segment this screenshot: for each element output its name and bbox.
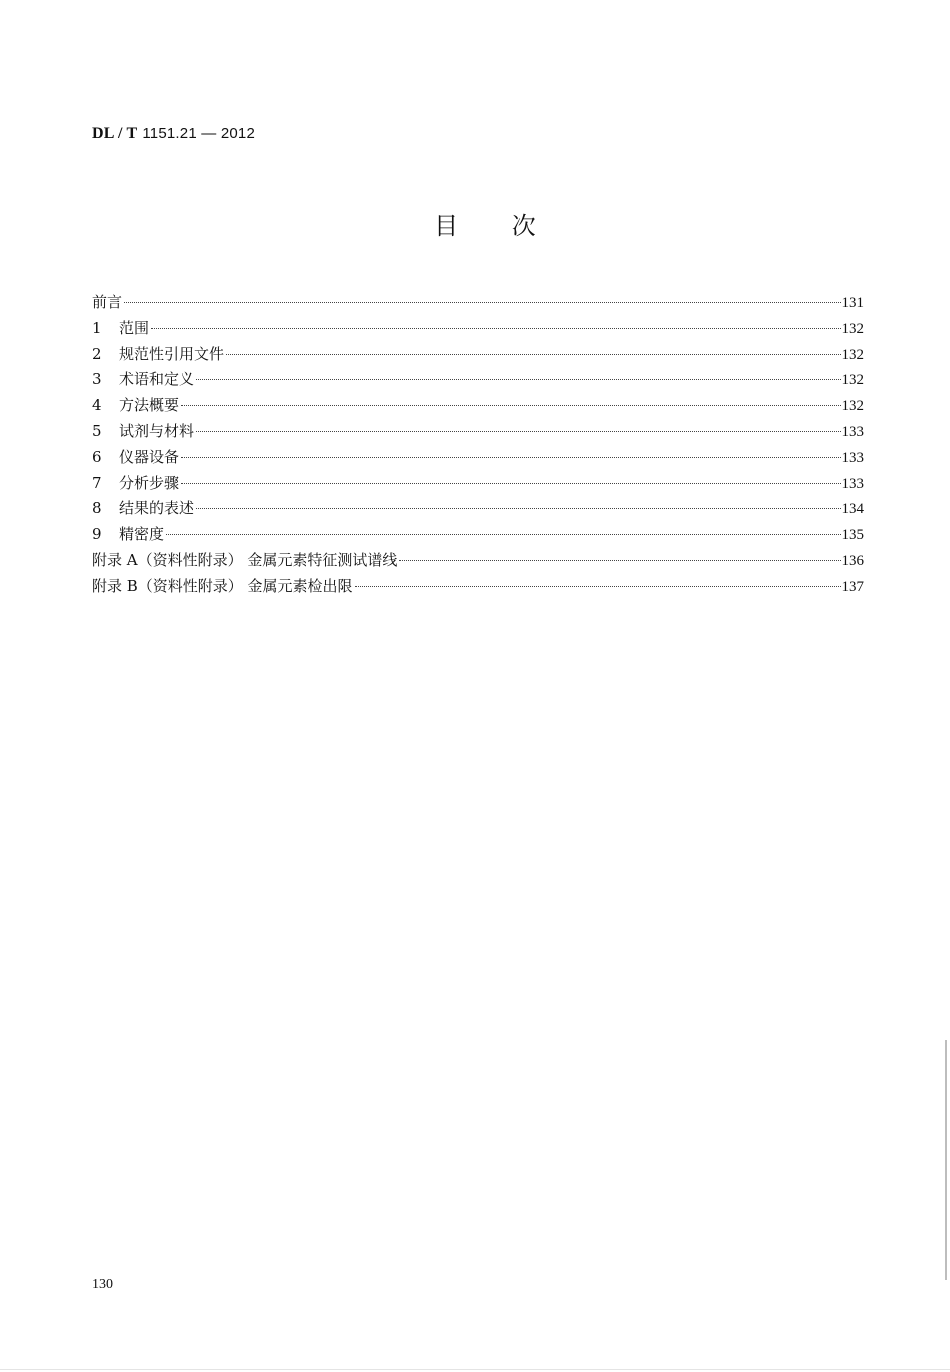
toc-section-number: 5 <box>92 421 102 440</box>
toc-entry-scope[interactable] <box>92 316 864 342</box>
dot-leader <box>124 302 840 303</box>
toc-label: 术语和定义 <box>119 370 195 389</box>
toc-label: 结果的表述 <box>119 499 195 518</box>
toc-page-number: 132 <box>841 346 864 363</box>
toc-entry-terms-definitions[interactable] <box>92 367 864 393</box>
toc-page-number: 133 <box>841 423 864 440</box>
toc-page-number: 137 <box>841 578 864 595</box>
dot-leader <box>196 379 840 380</box>
toc-page-number: 133 <box>841 475 864 492</box>
toc-label: 方法概要 <box>119 396 180 415</box>
toc-section-number: 6 <box>92 447 102 466</box>
toc-entry-annex-a[interactable] <box>92 548 864 574</box>
toc-page-number: 134 <box>841 501 864 518</box>
toc-section-number: 8 <box>92 499 102 518</box>
table-of-contents <box>92 290 864 600</box>
toc-entry-annex-b[interactable] <box>92 574 864 600</box>
dot-leader <box>226 354 840 355</box>
toc-label: 附录 B（资料性附录） 金属元素检出限 <box>92 576 353 595</box>
standard-code: DL / T <box>92 125 138 142</box>
toc-label: 前言 <box>92 293 123 311</box>
toc-section-number: 1 <box>92 318 102 337</box>
standard-number: 1151.21 — 2012 <box>142 125 255 142</box>
dot-leader <box>196 431 840 432</box>
toc-entry-procedure[interactable] <box>92 471 864 497</box>
toc-entry-method-summary[interactable] <box>92 393 864 419</box>
toc-page-number: 136 <box>841 552 864 569</box>
page-number: 130 <box>92 1277 113 1292</box>
toc-label: 分析步骤 <box>119 473 180 492</box>
toc-entry-foreword[interactable] <box>92 290 864 316</box>
dot-leader <box>181 457 840 458</box>
toc-entry-normative-references[interactable] <box>92 342 864 368</box>
toc-label: 范围 <box>119 318 150 337</box>
toc-label: 试剂与材料 <box>119 421 195 440</box>
toc-entry-apparatus[interactable] <box>92 445 864 471</box>
toc-label: 附录 A（资料性附录） 金属元素特征测试谱线 <box>92 550 398 569</box>
toc-entry-precision[interactable] <box>92 522 864 548</box>
toc-page-number: 132 <box>841 398 864 415</box>
toc-section-number: 3 <box>92 370 102 389</box>
toc-label: 仪器设备 <box>119 447 180 466</box>
toc-page-number: 132 <box>841 372 864 389</box>
page-title: 目 次 <box>434 212 536 240</box>
toc-label: 精密度 <box>119 525 165 544</box>
toc-section-number: 2 <box>92 344 102 363</box>
toc-label: 规范性引用文件 <box>119 344 225 363</box>
standard-header <box>92 124 255 143</box>
toc-entry-reagents[interactable] <box>92 419 864 445</box>
dot-leader <box>151 328 840 329</box>
scan-edge-line <box>945 1040 947 1280</box>
dot-leader <box>166 534 840 535</box>
dot-leader <box>196 508 840 509</box>
toc-section-number: 7 <box>92 473 102 492</box>
toc-page-number: 131 <box>841 295 864 311</box>
toc-entry-results[interactable] <box>92 496 864 522</box>
toc-page-number: 132 <box>841 320 864 337</box>
dot-leader <box>355 586 841 587</box>
toc-section-number: 9 <box>92 525 102 544</box>
toc-section-number: 4 <box>92 396 102 415</box>
dot-leader <box>181 483 840 484</box>
dot-leader <box>181 405 840 406</box>
toc-page-number: 133 <box>841 449 864 466</box>
dot-leader <box>399 560 840 561</box>
scan-bottom-line <box>0 1369 950 1370</box>
toc-page-number: 135 <box>841 527 864 544</box>
